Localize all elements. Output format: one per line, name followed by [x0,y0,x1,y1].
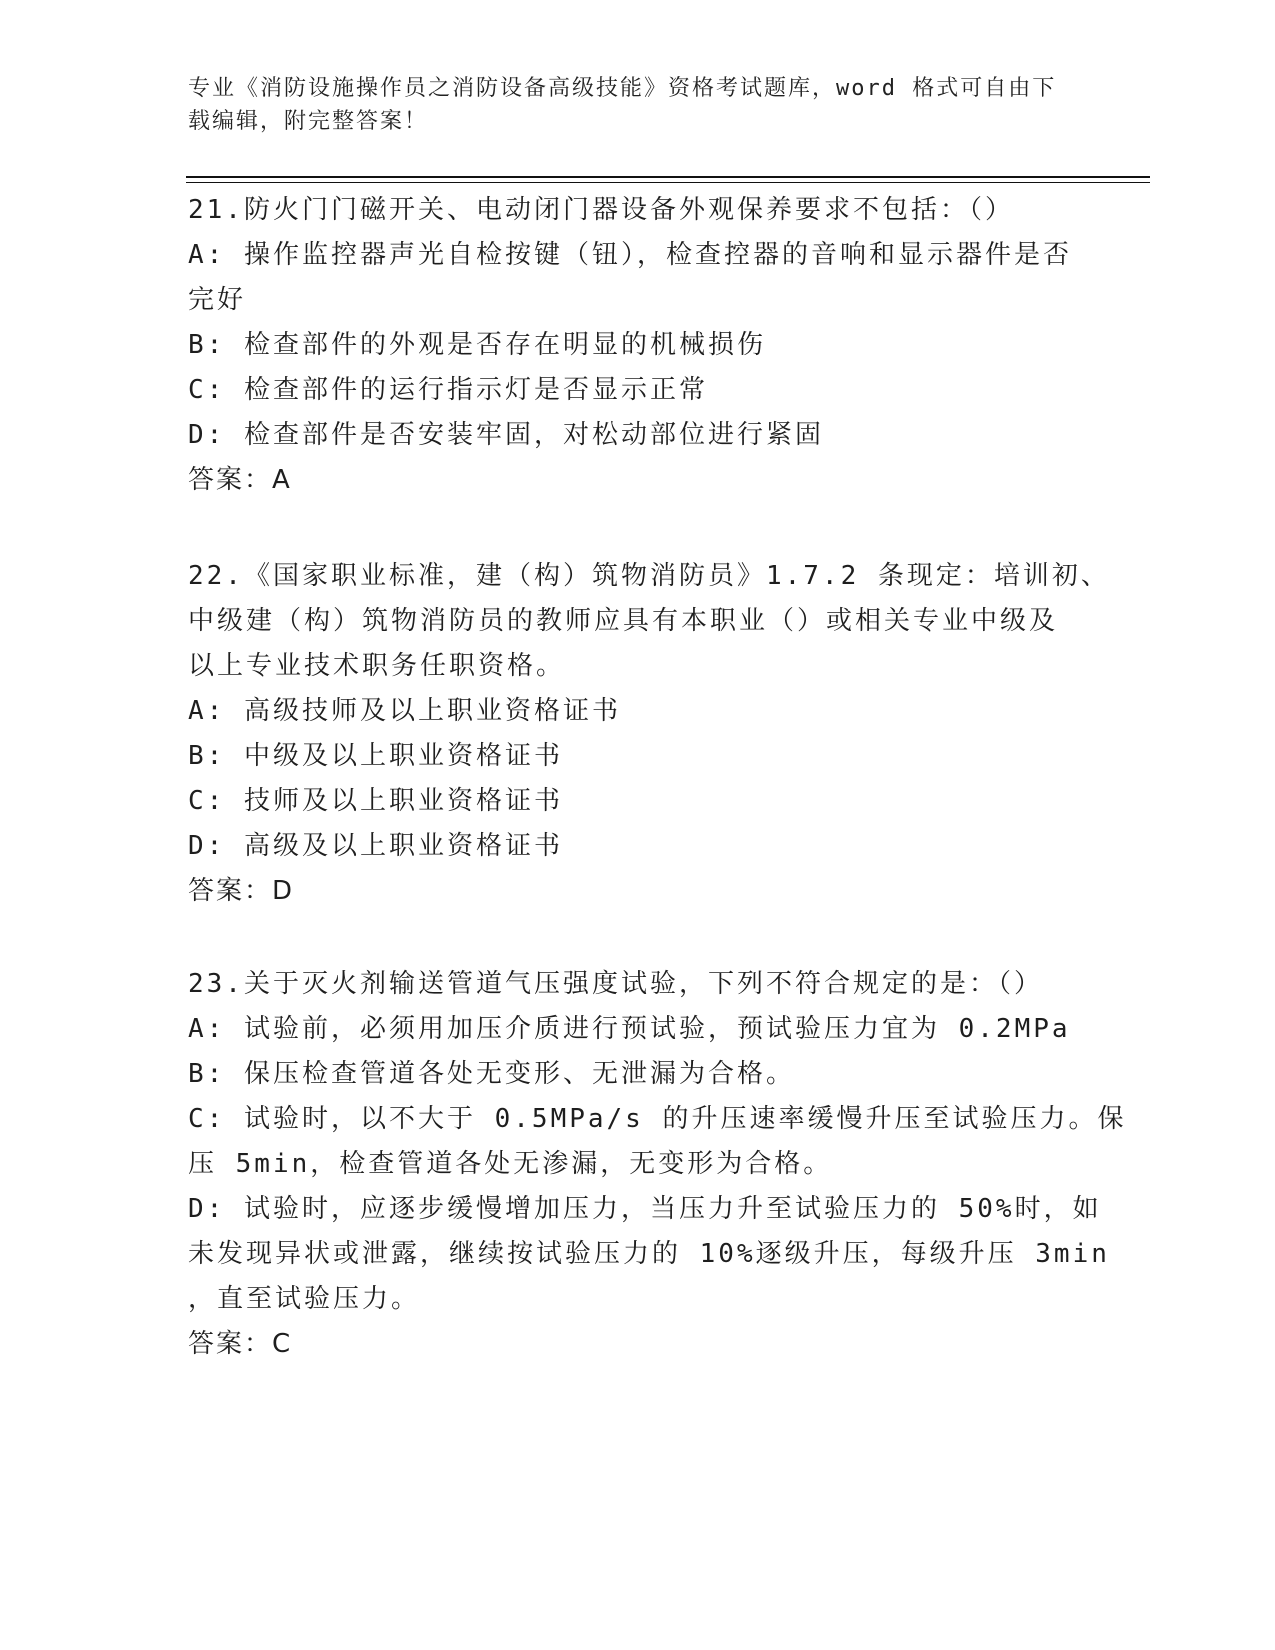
question-stem-continued: 中级建（构）筑物消防员的教师应具有本职业（）或相关专业中级及 [188,606,1059,636]
option-d-continued: 未发现异状或泄露，继续按试验压力的 10%逐级升压，每级升压 3min [188,1239,1110,1269]
header-rule-thick [186,176,1150,178]
option-c-continued: 压 5min，检查管道各处无渗漏，无变形为合格。 [188,1149,833,1179]
option-d: D: 试验时，应逐步缓慢增加压力，当压力升至试验压力的 50%时，如 [188,1194,1102,1224]
option-b: B: 检查部件的外观是否存在明显的机械损伤 [188,330,766,360]
option-a-continued: 完好 [188,285,247,315]
header-line: 专业《消防设施操作员之消防设备高级技能》资格考试题库，word 格式可自由下 [188,76,1057,101]
answer: 答案：D [188,876,295,906]
question-23 [188,962,1127,1367]
question-stem: 23.关于灭火剂输送管道气压强度试验，下列不符合规定的是：（） [188,969,1043,999]
option-d: D: 高级及以上职业资格证书 [188,831,563,861]
option-c: C: 检查部件的运行指示灯是否显示正常 [188,375,708,405]
question-stem-continued: 以上专业技术职务任职资格。 [188,651,566,681]
answer: 答案：C [188,1329,293,1359]
document-header [188,72,1068,138]
option-c: C: 试验时，以不大于 0.5MPa/s 的升压速率缓慢升压至试验压力。保 [188,1104,1127,1134]
option-b: B: 保压检查管道各处无变形、无泄漏为合格。 [188,1059,795,1089]
question-stem: 22.《国家职业标准，建（构）筑物消防员》1.7.2 条现定：培训初、 [188,561,1110,591]
header-line: 载编辑，附完整答案！ [188,109,429,134]
option-b: B: 中级及以上职业资格证书 [188,741,563,771]
option-a: A: 高级技师及以上职业资格证书 [188,696,621,726]
header-rule-thin [186,182,1150,183]
question-22 [188,554,1110,914]
question-21 [188,188,1088,503]
option-d-continued: ，直至试验压力。 [188,1284,421,1314]
answer: 答案：A [188,465,292,495]
option-c: C: 技师及以上职业资格证书 [188,786,563,816]
option-a: A: 操作监控器声光自检按键（钮），检查控器的音响和显示器件是否 [188,240,1072,270]
option-a: A: 试验前，必须用加压介质进行预试验，预试验压力宜为 0.2MPa [188,1014,1071,1044]
option-d: D: 检查部件是否安装牢固，对松动部位进行紧固 [188,420,824,450]
question-stem: 21.防火门门磁开关、电动闭门器设备外观保养要求不包括：（） [188,195,1014,225]
